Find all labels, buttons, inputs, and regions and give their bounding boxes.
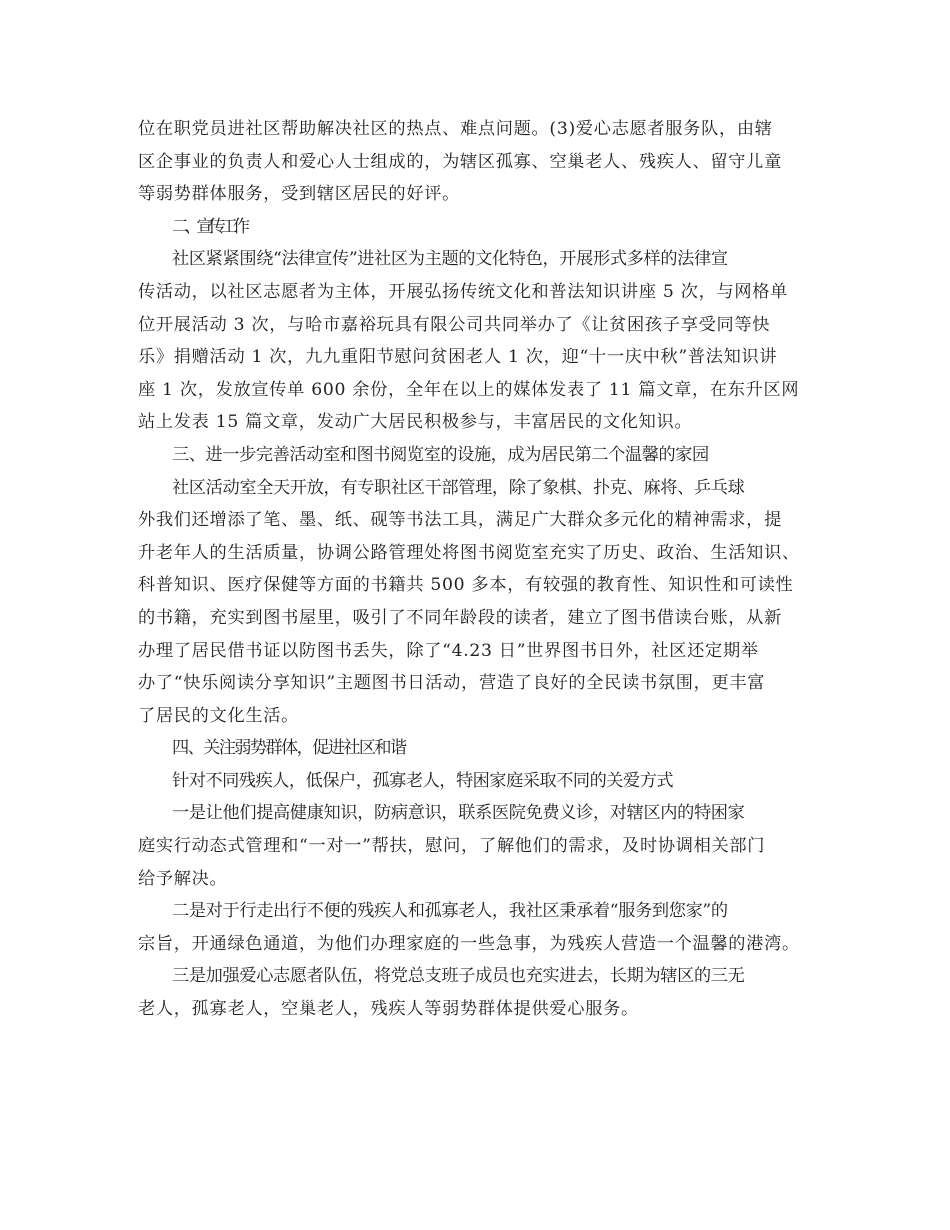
text-line: 升老年人的生活质量，协调公路管理处将图书阅览室充实了历史、政治、生活知识、 xyxy=(138,542,800,563)
text-line: 座 1 次，发放宣传单 600 余份，全年在以上的媒体发表了 11 篇文章，在东升区网 xyxy=(138,379,800,400)
paragraph xyxy=(138,765,818,798)
text-line: 的书籍，充实到图书屋里，吸引了不同年龄段的读者，建立了图书借读台账，从新 xyxy=(138,607,782,628)
text-line: 给予解决。 xyxy=(138,868,228,889)
text-line: 外我们还增添了笔、墨、纸、砚等书法工具，满足广大群众多元化的精神需求，提 xyxy=(138,510,782,531)
text-line: 乐》捐赠活动 1 次，九九重阳节慰问贫困老人 1 次，迎“十一庆中秋”普法知识讲 xyxy=(138,347,778,368)
text-line: 办理了居民借书证以防图书丢失，除了“4.23 日”世界图书日外，社区还定期举 xyxy=(138,640,759,661)
text-line: 三是加强爱心志愿者队伍，将党总支班子成员也充实进去，长期为辖区的三无 xyxy=(172,966,745,987)
paragraph xyxy=(138,113,818,211)
text-line: 四、关注弱势群体，促进社区和谐 xyxy=(172,738,406,759)
text-line: 社区紧紧围绕“法律宣传”进社区为主题的文化特色，开展形式多样的法律宣 xyxy=(172,249,728,270)
text-line: 区企事业的负责人和爱心人士组成的，为辖区孤寡、空巢老人、残疾人、留守儿童 xyxy=(138,151,782,172)
text-line: 庭实行动态式管理和“一对一”帮扶，慰问，了解他们的需求，及时协调相关部门 xyxy=(138,836,766,857)
paragraph xyxy=(138,797,818,895)
text-line: 站上发表 15 篇文章，发动广大居民积极参与，丰富居民的文化知识。 xyxy=(138,412,693,433)
text-line: 科普知识、医疗保健等方面的书籍共 500 多本，有较强的教育性、知识性和可读性 xyxy=(138,575,794,596)
paragraph xyxy=(138,960,818,1025)
text-line: 社区活动室全天开放，有专职社区干部管理，除了象棋、扑克、麻将、乒乓球 xyxy=(172,477,745,498)
text-line: 位开展活动 3 次，与哈市嘉裕玩具有限公司共同举办了《让贫困孩子享受同等快 xyxy=(138,314,771,335)
text-line: 三、进一步完善活动室和图书阅览室的设施，成为居民第二个温馨的家园 xyxy=(172,444,709,465)
text-line: 针对不同残疾人，低保户，孤寡老人，特困家庭采取不同的关爱方式 xyxy=(172,770,674,791)
text-line: 等弱势群体服务，受到辖区居民的好评。 xyxy=(138,184,460,205)
paragraph xyxy=(138,472,818,733)
paragraph xyxy=(138,895,818,960)
text-line: 二是对于行走出行不便的残疾人和孤寡老人，我社区秉承着“服务到您家”的 xyxy=(172,901,728,922)
text-line: 传活动，以社区志愿者为主体，开展弘扬传统文化和普法知识讲座 5 次，与网格单 xyxy=(138,281,789,302)
document-body xyxy=(138,113,818,1026)
section-heading xyxy=(138,732,818,765)
paragraph xyxy=(138,243,818,439)
text-line: 办了“快乐阅读分享知识”主题图书日活动，营造了良好的全民读书氛围，更丰富 xyxy=(138,673,766,694)
text-line: 宗旨，开通绿色通道，为他们办理家庭的一些急事，为残疾人营造一个温馨的港湾。 xyxy=(138,933,800,954)
text-line: 一是让他们提高健康知识，防病意识，联系医院免费义诊，对辖区内的特困家 xyxy=(172,803,745,824)
text-line: 位在职党员进社区帮助解决社区的热点、难点问题。(3)爱心志愿者服务队，由辖 xyxy=(138,119,773,139)
section-heading xyxy=(138,439,818,472)
text-line: 老人，孤寡老人，空巢老人，残疾人等弱势群体提供爱心服务。 xyxy=(138,999,639,1020)
section-heading xyxy=(138,211,818,244)
text-line: 了居民的文化生活。 xyxy=(138,705,299,726)
text-line: 二、宣传工作 xyxy=(172,216,246,237)
